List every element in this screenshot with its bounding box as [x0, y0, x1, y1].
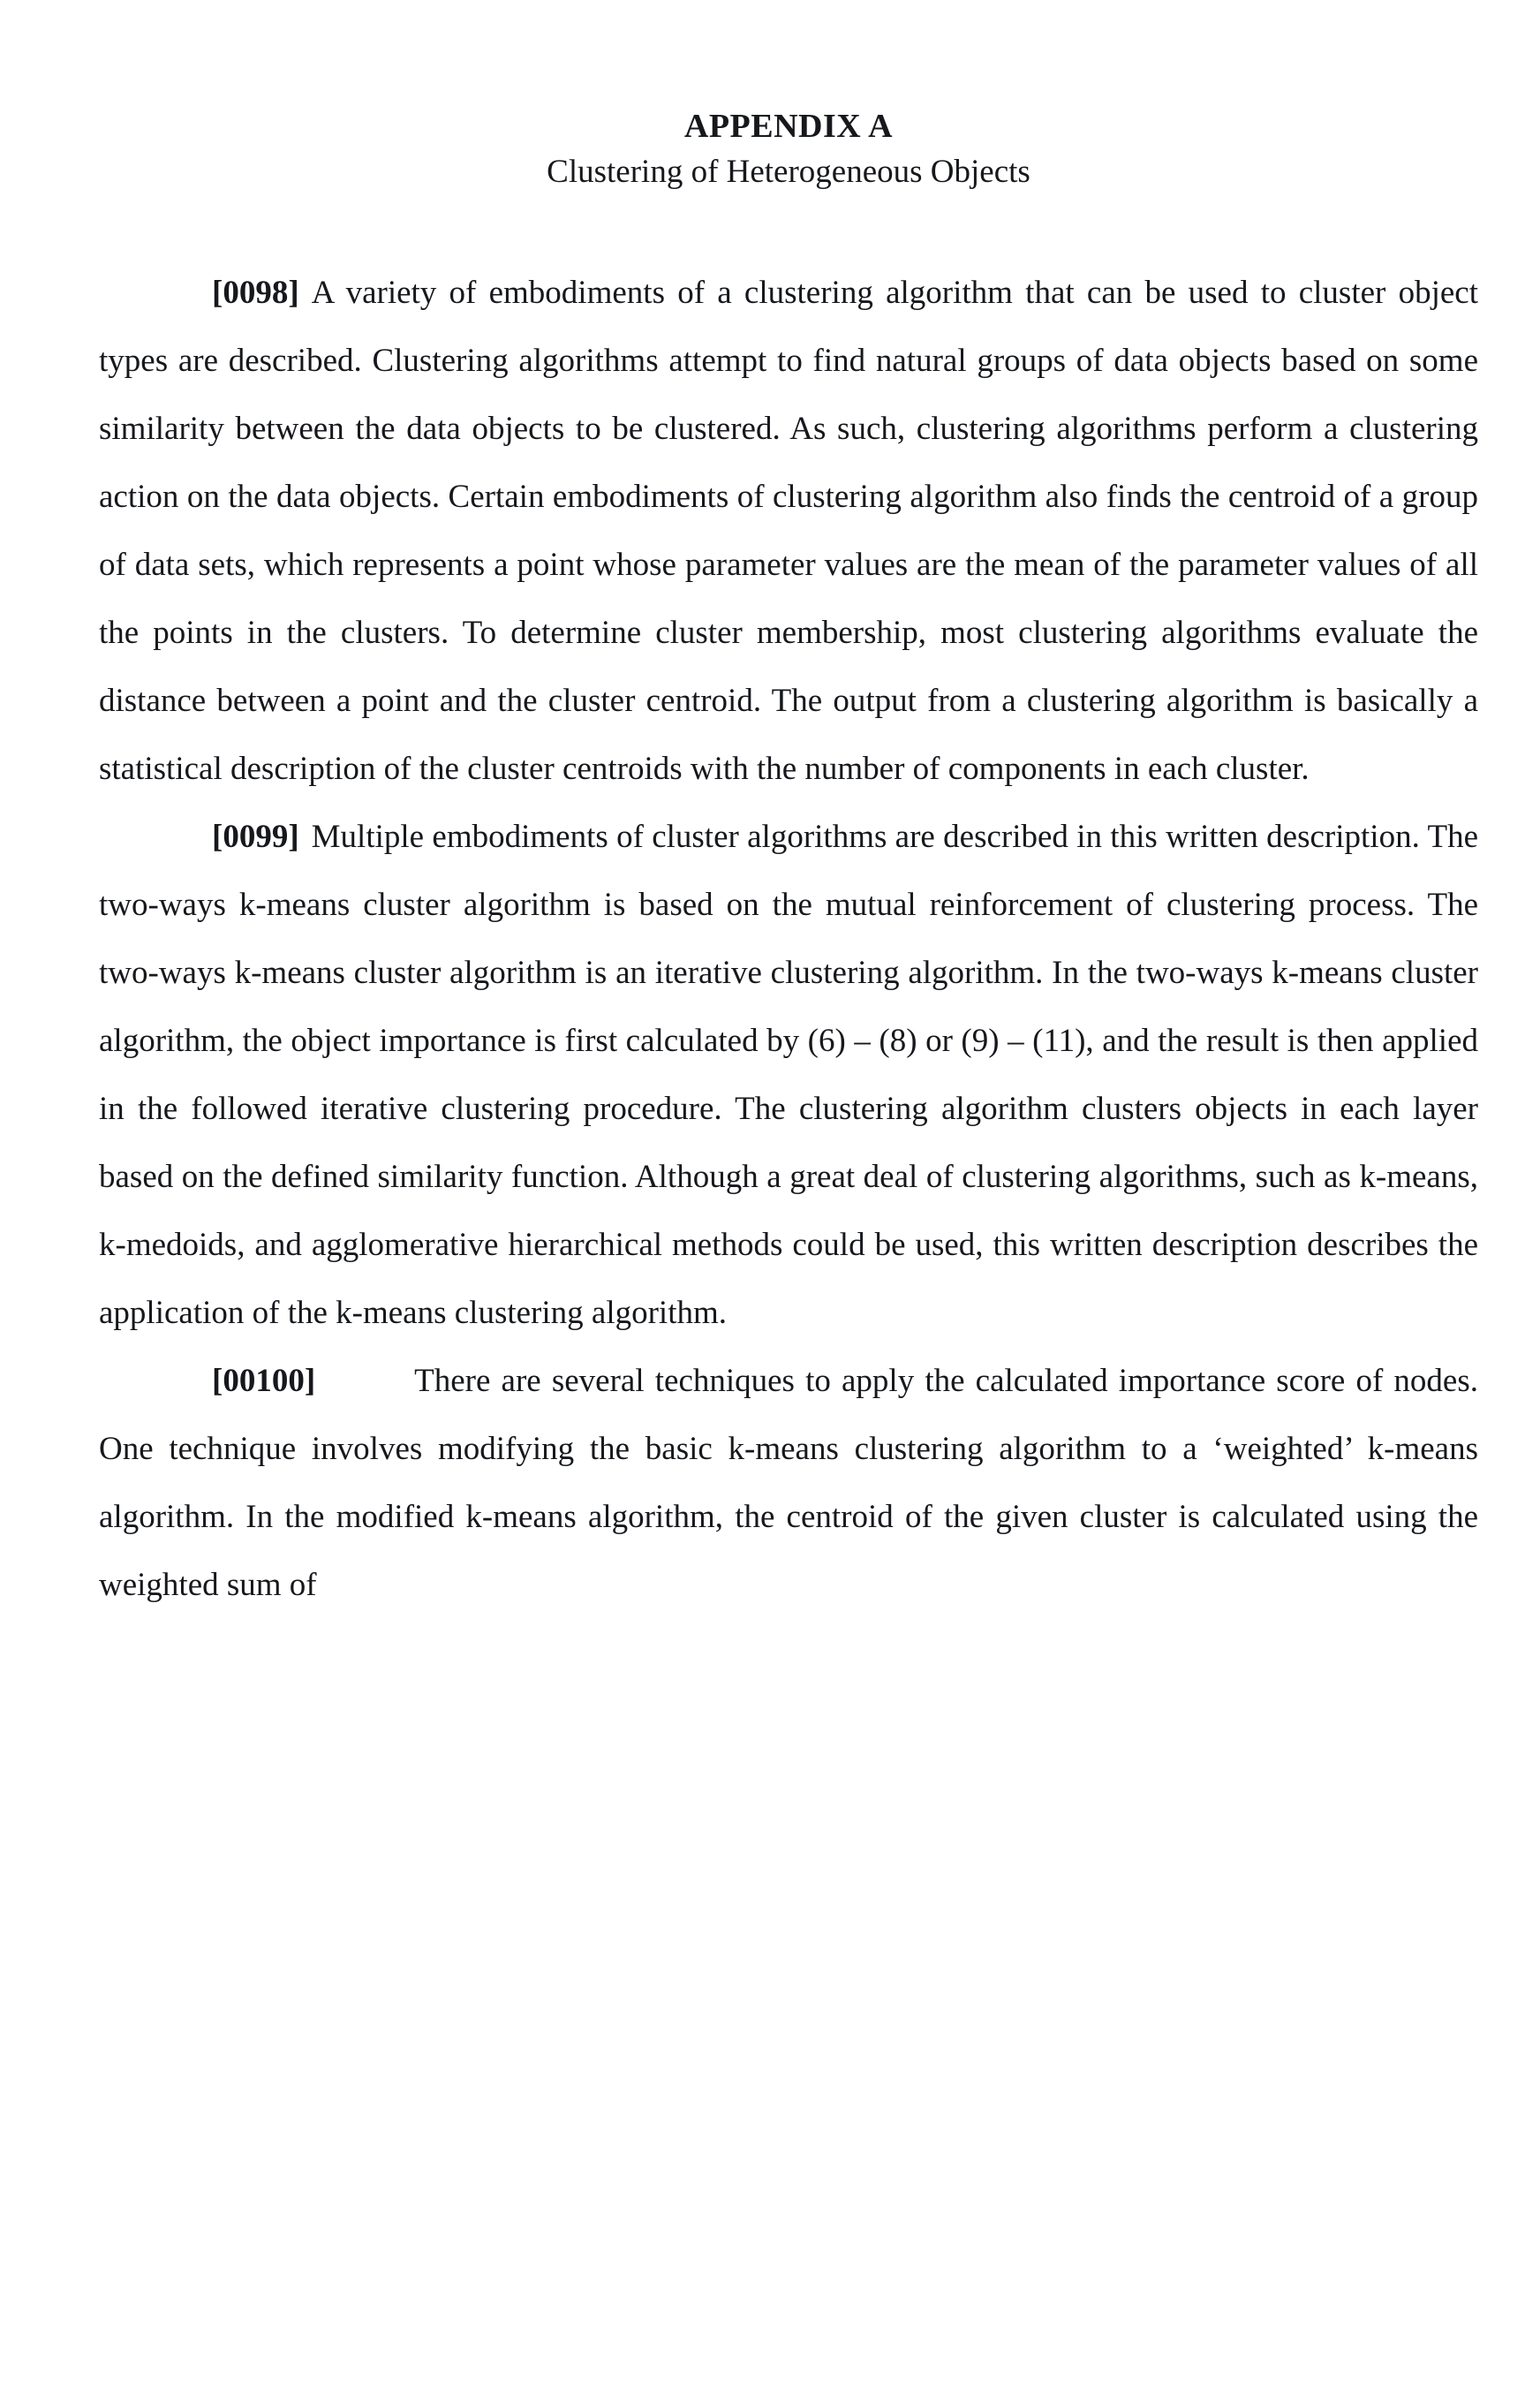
- appendix-subtitle: Clustering of Heterogeneous Objects: [547, 154, 1030, 191]
- paragraph-text: A variety of embodiments of a clustering algorithm that can be used to cluster object types are described. Clustering algorithms attempt to find natural groups of data objects based on some similarity between the data objects to be clustered. As such, clustering algorithms perform a clustering action on the data objects. Certain embodiments of clustering algorithm also finds the centroid of a group of data sets, which represents a point whose parameter values are the mean of the parameter values of all the points in the clusters. To determine cluster membership, most clustering algorithms evaluate the distance between a point and the cluster centroid. The output from a clustering algorithm is basically a statistical description of the cluster centroids with the number of components in each cluster.: [99, 275, 1478, 788]
- paragraph-number: [00100]: [212, 1363, 316, 1400]
- paragraph-text: There are several techniques to apply the calculated importance score of nodes. One technique involves modifying the basic k-means clustering algorithm to a ‘weighted’ k-means algorithm. In the modified k-means algorithm, the centroid of the given cluster is calculated using the weighted sum of: [99, 1363, 1478, 1604]
- paragraph-text: Multiple embodiments of cluster algorithms are described in this written description. The two-ways k-means cluster algorithm is based on the mutual reinforcement of clustering process. The two-ways k-means cluster algorithm is an iterative clustering algorithm. In the two-ways k-means cluster algorithm, the object importance is first calculated by (6) – (8) or (9) – (11), and the result is then applied in the followed iterative clustering procedure. The clustering algorithm clusters objects in each layer based on the defined similarity function. Although a great deal of clustering algorithms, such as k-means, k-medoids, and agglomerative hierarchical methods could be used, this written description describes the application of the k-means clustering algorithm.: [99, 819, 1478, 1332]
- paragraph-00100: [99, 1347, 1478, 1619]
- paragraph-number: [0099]: [212, 819, 299, 856]
- paragraph-number: [0098]: [212, 275, 299, 312]
- paragraph-0099: [99, 803, 1478, 1347]
- paragraph-0098: [99, 259, 1478, 803]
- appendix-title: APPENDIX A: [683, 108, 894, 145]
